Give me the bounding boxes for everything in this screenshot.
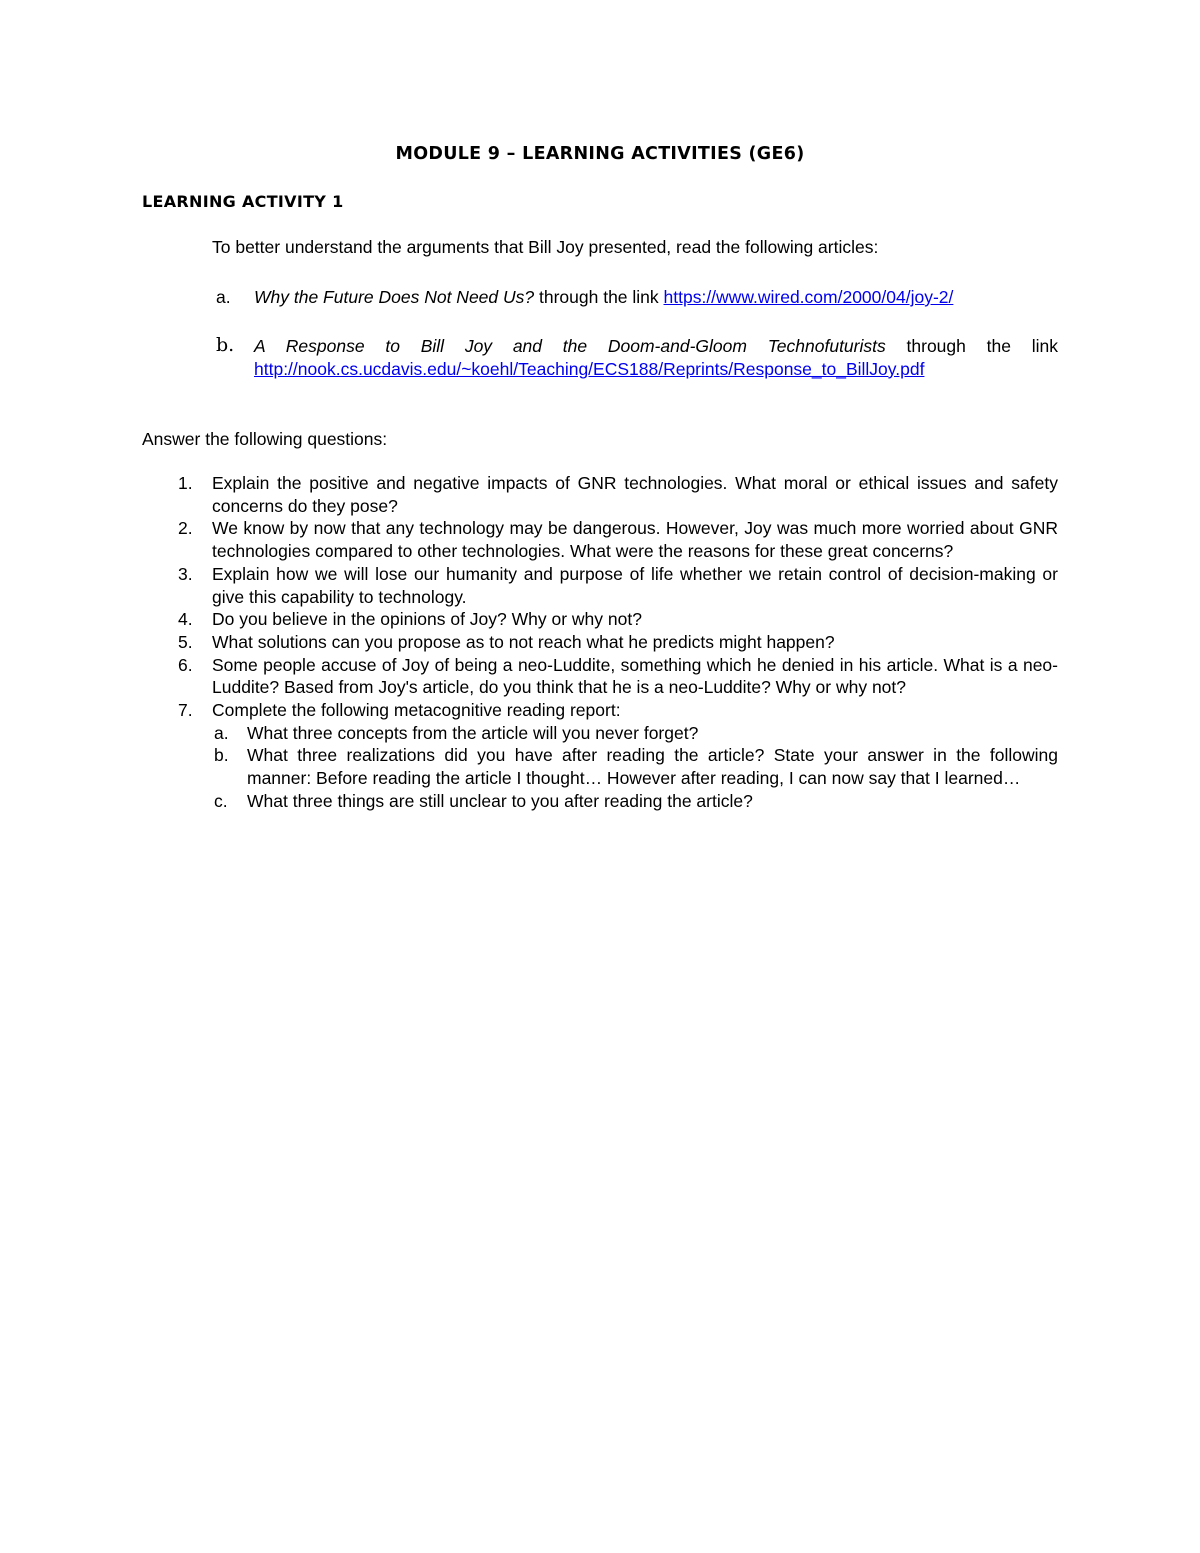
question-text: Do you believe in the opinions of Joy? Why or why not? xyxy=(212,609,642,630)
article-item-a xyxy=(212,286,1058,309)
subquestion-item xyxy=(142,744,1058,789)
article-connector: through the link xyxy=(885,336,1058,356)
question-item xyxy=(142,699,1058,722)
question-number: 5. xyxy=(178,631,193,652)
intro-paragraph: To better understand the arguments that Bill Joy presented, read the following articles: xyxy=(212,237,879,257)
question-text: What solutions can you propose as to not reach what he predicts might happen? xyxy=(212,631,835,652)
article-item-b xyxy=(212,335,1058,380)
document-title: MODULE 9 – LEARNING ACTIVITIES (GE6) xyxy=(395,144,805,164)
answer-prompt: Answer the following questions: xyxy=(142,429,388,449)
question-item xyxy=(142,563,1058,608)
question-item xyxy=(142,631,1058,654)
activity-heading: LEARNING ACTIVITY 1 xyxy=(142,192,344,211)
subquestion-text: What three things are still unclear to you after reading the article? xyxy=(247,790,753,811)
subquestion-text: What three realizations did you have after reading the article? State your answer in the following manner: Before reading the article I thought… However after reading, I can now say that I learned… xyxy=(247,745,1058,789)
article-title-line xyxy=(254,335,1058,358)
article-connector: through the link xyxy=(534,287,664,307)
question-text: Some people accuse of Joy of being a neo-Luddite, something which he denied in his article. What is a neo-Luddite? Based from Joy's article, do you think that he is a neo-Luddite? Why or why not? xyxy=(212,654,1058,698)
question-item xyxy=(142,654,1058,699)
question-number: 1. xyxy=(178,473,193,493)
article-label: a. xyxy=(216,287,231,307)
question-number: 6. xyxy=(178,654,193,675)
question-number: 3. xyxy=(178,563,193,584)
article-label: b. xyxy=(216,334,235,356)
subquestion-item xyxy=(142,722,1058,745)
article-link[interactable]: http://nook.cs.ucdavis.edu/~koehl/Teaching/ECS188/Reprints/Response_to_BillJoy.pdf xyxy=(254,358,925,379)
subquestion-label: c. xyxy=(214,790,228,811)
question-number: 4. xyxy=(178,609,193,630)
question-number: 7. xyxy=(178,700,193,721)
questions-list xyxy=(142,472,1058,813)
article-title: Why the Future Does Not Need Us? xyxy=(254,287,535,307)
subquestion-label: b. xyxy=(214,745,229,766)
question-text: Explain how we will lose our humanity and purpose of life whether we retain control of decision-making or give this capability to technology. xyxy=(212,563,1058,607)
question-text: Explain the positive and negative impacts of GNR technologies. What moral or ethical issues and safety concerns do they pose? xyxy=(212,473,1058,516)
question-item xyxy=(142,472,1058,517)
question-text: Complete the following metacognitive reading report: xyxy=(212,700,621,721)
question-number: 2. xyxy=(178,518,193,539)
subquestion-label: a. xyxy=(214,722,229,743)
article-title: A Response to Bill Joy and the Doom-and-Gloom Technofuturists xyxy=(254,336,886,356)
article-link[interactable]: https://www.wired.com/2000/04/joy-2/ xyxy=(663,287,954,307)
subquestion-text: What three concepts from the article will you never forget? xyxy=(247,722,699,743)
subquestion-item xyxy=(142,790,1058,813)
question-item xyxy=(142,608,1058,631)
question-text: We know by now that any technology may be dangerous. However, Joy was much more worried about GNR technologies compared to other technologies. What were the reasons for these great concerns? xyxy=(212,518,1058,562)
question-item xyxy=(142,517,1058,562)
